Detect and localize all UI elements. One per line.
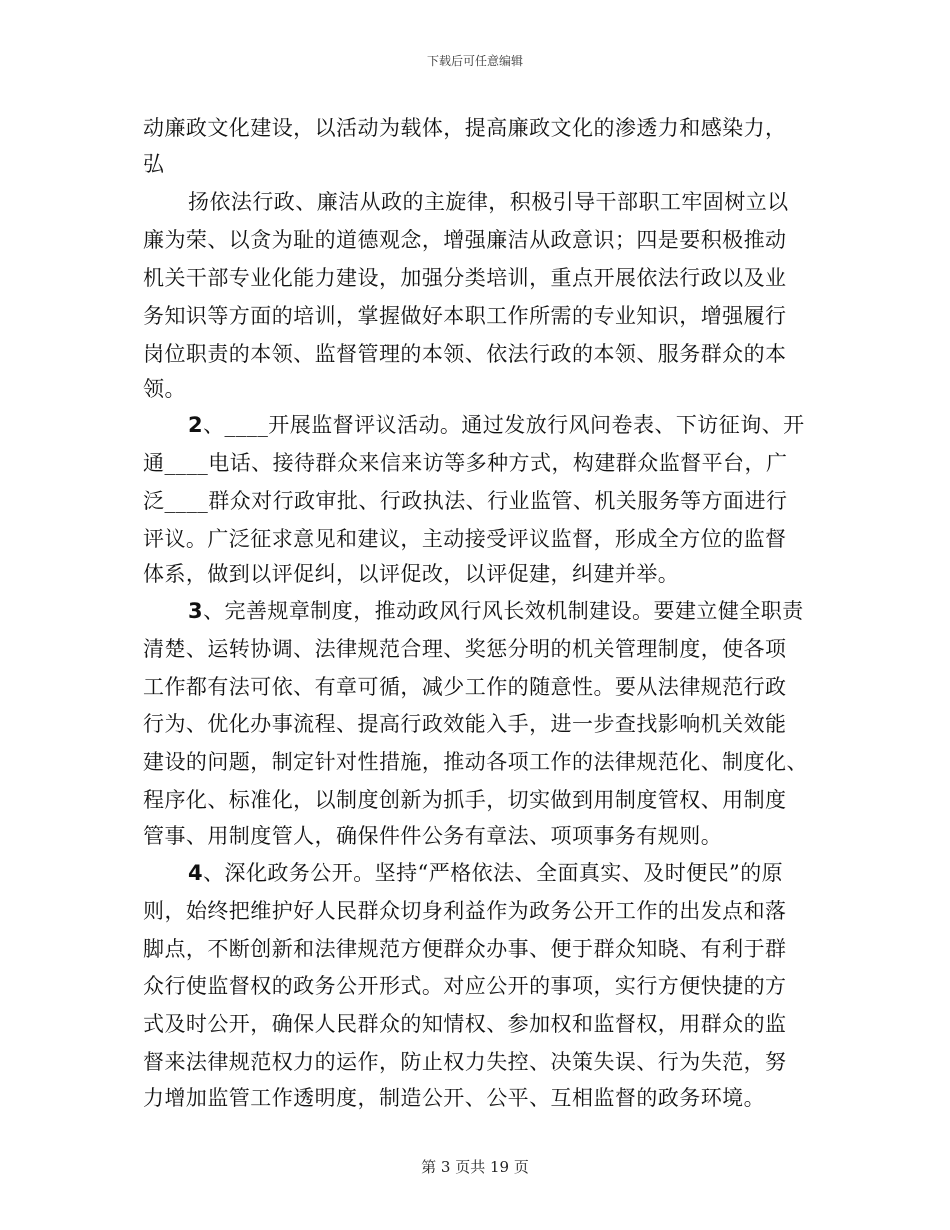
text-line: 务知识等方面的培训，掌握做好本职工作所需的专业知识，增强履行 [143, 304, 787, 328]
text-line: 评议。广泛征求意见和建议，主动接受评议监督，形成全方位的监督 [143, 527, 787, 551]
text-line: 领。 [143, 377, 186, 401]
item-number: 3 [188, 599, 204, 623]
paragraph-4-first-line [188, 859, 783, 887]
text-line: 通____电话、接待群众来信来访等多种方式，构建群众监督平台，广 [143, 451, 788, 475]
text-line: 机关干部专业化能力建设，加强分类培训，重点开展依法行政以及业 [143, 266, 787, 290]
page-footer: 第 3 页共 19 页 [421, 1158, 529, 1176]
text-line: 管事、用制度管人，确保件件公务有章法、项项事务有规则。 [143, 824, 723, 848]
text-line: 建设的问题，制定针对性措施，推动各项工作的法律规范化、制度化、 [143, 750, 808, 774]
paragraph-2-first-line [188, 411, 805, 439]
text-line: 则，始终把维护好人民群众切身利益作为政务公开工作的出发点和落 [143, 899, 787, 923]
text-line: 泛____群众对行政审批、行政执法、行业监管、机关服务等方面进行 [143, 489, 788, 513]
text-line: 、深化政务公开。坚持“严格依法、全面真实、及时便民”的原 [203, 861, 784, 885]
text-line: 脚点，不断创新和法律规范方便群众办事、便于群众知晓、有利于群 [143, 937, 787, 961]
text-line: 岗位职责的本领、监督管理的本领、依法行政的本领、服务群众的本 [143, 342, 787, 366]
text-line: 扬依法行政、廉洁从政的主旋律，积极引导干部职工牢固树立以 [188, 190, 789, 214]
text-line: 程序化、标准化，以制度创新为抓手，切实做到用制度管权、用制度 [143, 788, 787, 812]
text-line: 廉为荣、以贪为耻的道德观念，增强廉洁从政意识；四是要积极推动 [143, 228, 787, 252]
text-line: 督来法律规范权力的运作，防止权力失控、决策失误、行为失范，努 [143, 1050, 787, 1074]
text-line: 弘 [143, 152, 165, 176]
item-number: 2 [188, 413, 204, 437]
text-line: 、____开展监督评议活动。通过发放行风问卷表、下访征询、开 [203, 413, 805, 437]
text-line: 清楚、运转协调、法律规范合理、奖惩分明的机关管理制度，使各项 [143, 637, 787, 661]
text-line: 力增加监管工作透明度，制造公开、公平、互相监督的政务环境。 [143, 1086, 766, 1110]
text-line: 动廉政文化建设，以活动为载体，提高廉政文化的渗透力和感染力， [143, 116, 787, 140]
paragraph-3-first-line [188, 597, 804, 625]
text-line: 式及时公开，确保人民群众的知情权、参加权和监督权，用群众的监 [143, 1012, 787, 1036]
text-line: 体系，做到以评促纠，以评促改，以评促建，纠建并举。 [143, 562, 680, 586]
text-line: 行为、优化办事流程、提高行政效能入手，进一步查找影响机关效能 [143, 712, 787, 736]
page-header: 下载后可任意编辑 [426, 54, 523, 68]
item-number: 4 [188, 861, 204, 885]
text-line: 工作都有法可依、有章可循，减少工作的随意性。要从法律规范行政 [143, 675, 787, 699]
text-line: 、完善规章制度，推动政风行风长效机制建设。要建立健全职责 [203, 599, 804, 623]
text-line: 众行使监督权的政务公开形式。对应公开的事项，实行方便快捷的方 [143, 974, 787, 998]
